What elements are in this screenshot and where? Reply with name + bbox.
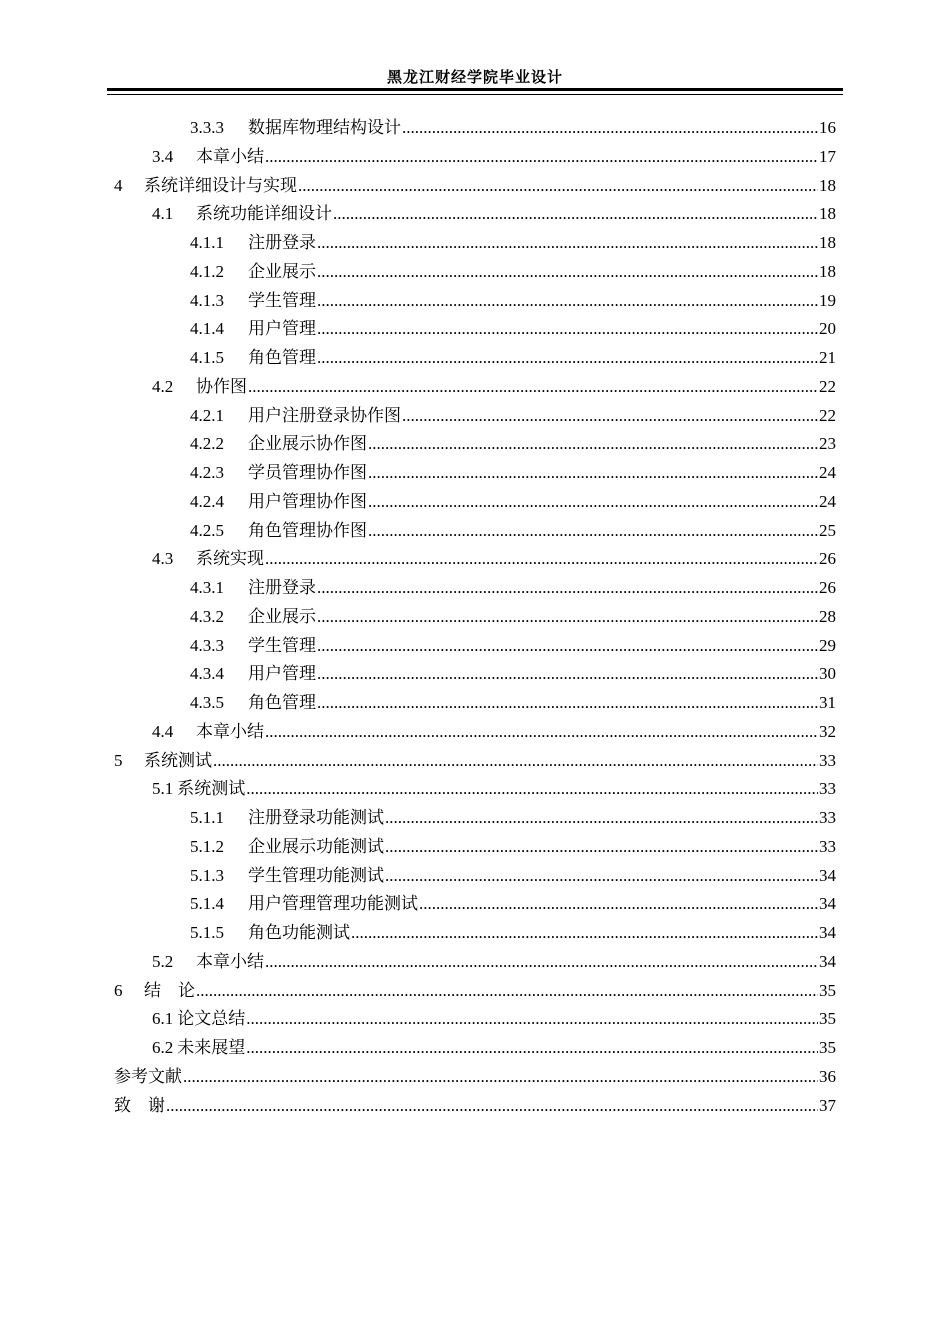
toc-entry-title: 协作图 <box>196 376 247 397</box>
toc-entry-page-number: 30 <box>819 664 836 684</box>
toc-entry-number: 4 <box>114 175 123 195</box>
toc-entry-page-number: 34 <box>819 951 836 971</box>
toc-entry-page-number: 17 <box>819 146 836 166</box>
toc-entry-title: 企业展示 <box>248 606 316 627</box>
toc-entry-title: 本章小结 <box>196 951 264 972</box>
toc-entry-number: 5.1.2 <box>190 836 224 856</box>
toc-entry[interactable] <box>190 488 836 516</box>
toc-entry-title: 企业展示 <box>248 261 316 282</box>
toc-entry-title: 用户管理管理功能测试 <box>248 894 418 915</box>
toc-entry-number: 4.1.4 <box>190 319 224 339</box>
toc-entry-title: 用户注册登录协作图 <box>248 405 401 426</box>
toc-entry-page-number: 21 <box>819 348 836 367</box>
toc-entry-number: 5.1.5 <box>190 923 224 942</box>
toc-entry-number: 4.2 <box>152 376 174 396</box>
toc-entry-number: 4.4 <box>152 721 174 741</box>
toc-entry-page-number: 18 <box>819 175 836 195</box>
toc-dot-leader <box>246 775 818 803</box>
toc-entry-title: 角色功能测试 <box>248 923 350 943</box>
toc-entry-title: 注册登录 <box>248 578 316 598</box>
toc-entry-title: 本章小结 <box>196 146 264 167</box>
toc-dot-leader <box>183 1063 818 1091</box>
toc-entry-page-number: 24 <box>819 463 836 482</box>
toc-entry[interactable] <box>190 430 836 458</box>
toc-dot-leader <box>317 287 818 315</box>
toc-dot-leader <box>368 517 818 545</box>
toc-entry-title: 角色管理协作图 <box>248 520 367 541</box>
toc-entry[interactable] <box>190 804 836 832</box>
toc-entry-page-number: 22 <box>819 376 836 396</box>
toc-dot-leader <box>385 862 818 890</box>
toc-entry[interactable] <box>190 890 836 918</box>
toc-dot-leader <box>368 488 818 516</box>
toc-entry[interactable] <box>190 660 836 688</box>
toc-entry[interactable] <box>190 862 836 890</box>
toc-entry[interactable] <box>190 315 836 343</box>
toc-entry-page-number: 28 <box>819 606 836 626</box>
toc-dot-leader <box>166 1092 818 1120</box>
toc-entry-number: 5.2 <box>152 951 174 971</box>
toc-entry-number: 6.1 <box>152 1009 174 1029</box>
toc-entry-number: 4.3.5 <box>190 693 224 712</box>
toc-entry-title: 致 谢 <box>114 1095 165 1116</box>
toc-entry-number: 4.2.1 <box>190 405 224 425</box>
toc-entry-number: 4.2.4 <box>190 491 224 511</box>
toc-entry[interactable] <box>190 114 836 142</box>
toc-entry-number: 3.4 <box>152 146 174 166</box>
toc-entry[interactable] <box>190 287 836 315</box>
toc-dot-leader <box>317 344 818 372</box>
toc-entry-number: 4.3.2 <box>190 606 224 626</box>
toc-entry-page-number: 18 <box>819 204 836 224</box>
toc-entry-title: 本章小结 <box>196 721 264 742</box>
toc-entry[interactable] <box>152 143 836 171</box>
toc-entry-page-number: 33 <box>819 779 836 799</box>
toc-entry[interactable] <box>190 459 836 487</box>
toc-entry-number: 4.1.2 <box>190 261 224 281</box>
toc-entry-page-number: 35 <box>819 980 836 1000</box>
toc-entry-page-number: 34 <box>819 865 836 885</box>
toc-entry-title: 系统测试 <box>144 750 212 771</box>
toc-entry[interactable] <box>152 373 836 401</box>
toc-entry[interactable] <box>114 1092 836 1120</box>
toc-dot-leader <box>196 977 818 1005</box>
toc-entry-title: 未来展望 <box>177 1038 246 1058</box>
toc-entry-number: 5.1.1 <box>190 808 224 827</box>
toc-entry[interactable] <box>152 718 836 746</box>
toc-entry-page-number: 37 <box>819 1095 836 1115</box>
toc-entry-title: 注册登录功能测试 <box>248 808 384 828</box>
toc-entry[interactable] <box>152 775 836 803</box>
toc-entry-title: 系统实现 <box>196 549 264 570</box>
toc-dot-leader <box>317 258 818 286</box>
toc-entry-page-number: 34 <box>819 923 836 942</box>
toc-entry[interactable] <box>190 344 836 372</box>
toc-dot-leader <box>351 919 818 947</box>
toc-entry-title: 企业展示协作图 <box>248 434 367 455</box>
header-rule-thick <box>107 88 843 91</box>
toc-entry-number: 4.2.3 <box>190 463 224 482</box>
toc-entry-title: 系统测试 <box>177 779 246 800</box>
toc-entry-title: 用户管理 <box>248 664 316 685</box>
toc-entry[interactable] <box>190 919 836 947</box>
toc-entry[interactable] <box>152 545 836 573</box>
toc-entry-page-number: 24 <box>819 491 836 511</box>
toc-entry[interactable] <box>190 402 836 430</box>
toc-entry-title: 企业展示功能测试 <box>248 836 384 857</box>
toc-entry-title: 学生管理 <box>248 635 316 656</box>
toc-entry[interactable] <box>152 948 836 976</box>
toc-entry-page-number: 16 <box>819 118 836 137</box>
toc-entry-number: 4.2.2 <box>190 434 224 454</box>
toc-entry-number: 4.3.1 <box>190 578 224 597</box>
toc-entry-number: 5.1 <box>152 779 174 799</box>
toc-entry-title: 学生管理功能测试 <box>248 865 384 886</box>
toc-entry[interactable] <box>190 689 836 717</box>
toc-entry-page-number: 18 <box>819 233 836 252</box>
toc-entry-page-number: 34 <box>819 894 836 914</box>
toc-dot-leader <box>368 459 818 487</box>
toc-entry-number: 4.1.1 <box>190 233 224 252</box>
toc-entry-title: 系统功能详细设计 <box>196 204 332 225</box>
toc-entry-number: 4.2.5 <box>190 520 224 540</box>
toc-dot-leader <box>213 747 818 775</box>
toc-entry[interactable] <box>190 574 836 602</box>
toc-dot-leader <box>385 804 818 832</box>
toc-entry-title: 学生管理 <box>248 290 316 311</box>
toc-entry-page-number: 20 <box>819 319 836 339</box>
toc-entry[interactable] <box>190 603 836 631</box>
toc-dot-leader <box>317 315 818 343</box>
toc-dot-leader <box>317 632 818 660</box>
toc-entry-title: 角色管理 <box>248 693 316 713</box>
toc-dot-leader <box>368 430 818 458</box>
toc-dot-leader <box>265 948 818 976</box>
toc-dot-leader <box>402 114 818 142</box>
toc-dot-leader <box>265 718 818 746</box>
toc-dot-leader <box>246 1034 818 1062</box>
toc-dot-leader <box>385 833 818 861</box>
toc-entry-title: 学员管理协作图 <box>248 463 367 483</box>
toc-entry-page-number: 26 <box>819 549 836 569</box>
toc-entry-number: 4.3.4 <box>190 664 224 684</box>
toc-entry-number: 5.1.4 <box>190 894 224 914</box>
toc-dot-leader <box>317 229 818 257</box>
toc-entry-page-number: 31 <box>819 693 836 712</box>
toc-entry[interactable] <box>114 1063 836 1091</box>
toc-dot-leader <box>317 689 818 717</box>
toc-entry-number: 3.3.3 <box>190 118 224 137</box>
toc-entry[interactable] <box>114 172 836 200</box>
toc-entry-page-number: 19 <box>819 290 836 310</box>
toc-dot-leader <box>419 890 818 918</box>
toc-entry-page-number: 33 <box>819 836 836 856</box>
toc-entry-page-number: 35 <box>819 1038 836 1057</box>
toc-entry[interactable] <box>114 747 836 775</box>
toc-entry-number: 4.1.3 <box>190 290 224 310</box>
toc-entry-number: 6 <box>114 980 123 1000</box>
toc-entry-number: 4.3 <box>152 549 174 569</box>
toc-entry-title: 用户管理 <box>248 319 316 340</box>
toc-entry-page-number: 33 <box>819 808 836 827</box>
toc-entry-page-number: 23 <box>819 434 836 454</box>
toc-entry[interactable] <box>152 1005 836 1033</box>
toc-entry[interactable] <box>190 229 836 257</box>
page-header-title: 黑龙江财经学院毕业设计 <box>386 68 563 86</box>
toc-dot-leader <box>317 660 818 688</box>
toc-entry-title: 角色管理 <box>248 348 316 368</box>
toc-entry-title: 数据库物理结构设计 <box>248 118 401 138</box>
toc-dot-leader <box>317 574 818 602</box>
toc-entry-page-number: 25 <box>819 520 836 540</box>
toc-entry-number: 4.1.5 <box>190 348 224 367</box>
toc-entry-title: 论文总结 <box>177 1009 246 1030</box>
toc-dot-leader <box>248 373 818 401</box>
toc-entry[interactable] <box>190 833 836 861</box>
toc-entry-page-number: 33 <box>819 750 836 770</box>
toc-entry-number: 6.2 <box>152 1038 174 1057</box>
toc-entry-page-number: 29 <box>819 635 836 655</box>
header-rule-thin <box>107 94 843 95</box>
toc-entry-title: 结 论 <box>144 980 195 1001</box>
toc-entry-title: 注册登录 <box>248 233 316 253</box>
toc-dot-leader <box>298 172 818 200</box>
toc-entry[interactable] <box>152 1034 836 1062</box>
toc-entry-page-number: 22 <box>819 405 836 425</box>
toc-entry-page-number: 32 <box>819 721 836 741</box>
toc-dot-leader <box>265 545 818 573</box>
toc-entry[interactable] <box>114 977 836 1005</box>
toc-entry-number: 4.1 <box>152 204 174 224</box>
toc-entry[interactable] <box>152 200 836 228</box>
toc-entry-number: 4.3.3 <box>190 635 224 655</box>
toc-entry-number: 5.1.3 <box>190 865 224 885</box>
toc-entry[interactable] <box>190 517 836 545</box>
toc-entry-page-number: 36 <box>819 1066 836 1086</box>
toc-entry-title: 用户管理协作图 <box>248 491 367 512</box>
toc-entry-page-number: 35 <box>819 1009 836 1029</box>
toc-entry-title: 系统详细设计与实现 <box>144 175 297 196</box>
toc-dot-leader <box>402 402 818 430</box>
toc-entry-page-number: 26 <box>819 578 836 597</box>
toc-dot-leader <box>265 143 818 171</box>
toc-entry-title: 参考文献 <box>114 1066 182 1087</box>
toc-entry[interactable] <box>190 632 836 660</box>
toc-dot-leader <box>333 200 818 228</box>
toc-entry-number: 5 <box>114 750 123 770</box>
toc-entry[interactable] <box>190 258 836 286</box>
toc-entry-page-number: 18 <box>819 261 836 281</box>
toc-dot-leader <box>246 1005 818 1033</box>
toc-dot-leader <box>317 603 818 631</box>
